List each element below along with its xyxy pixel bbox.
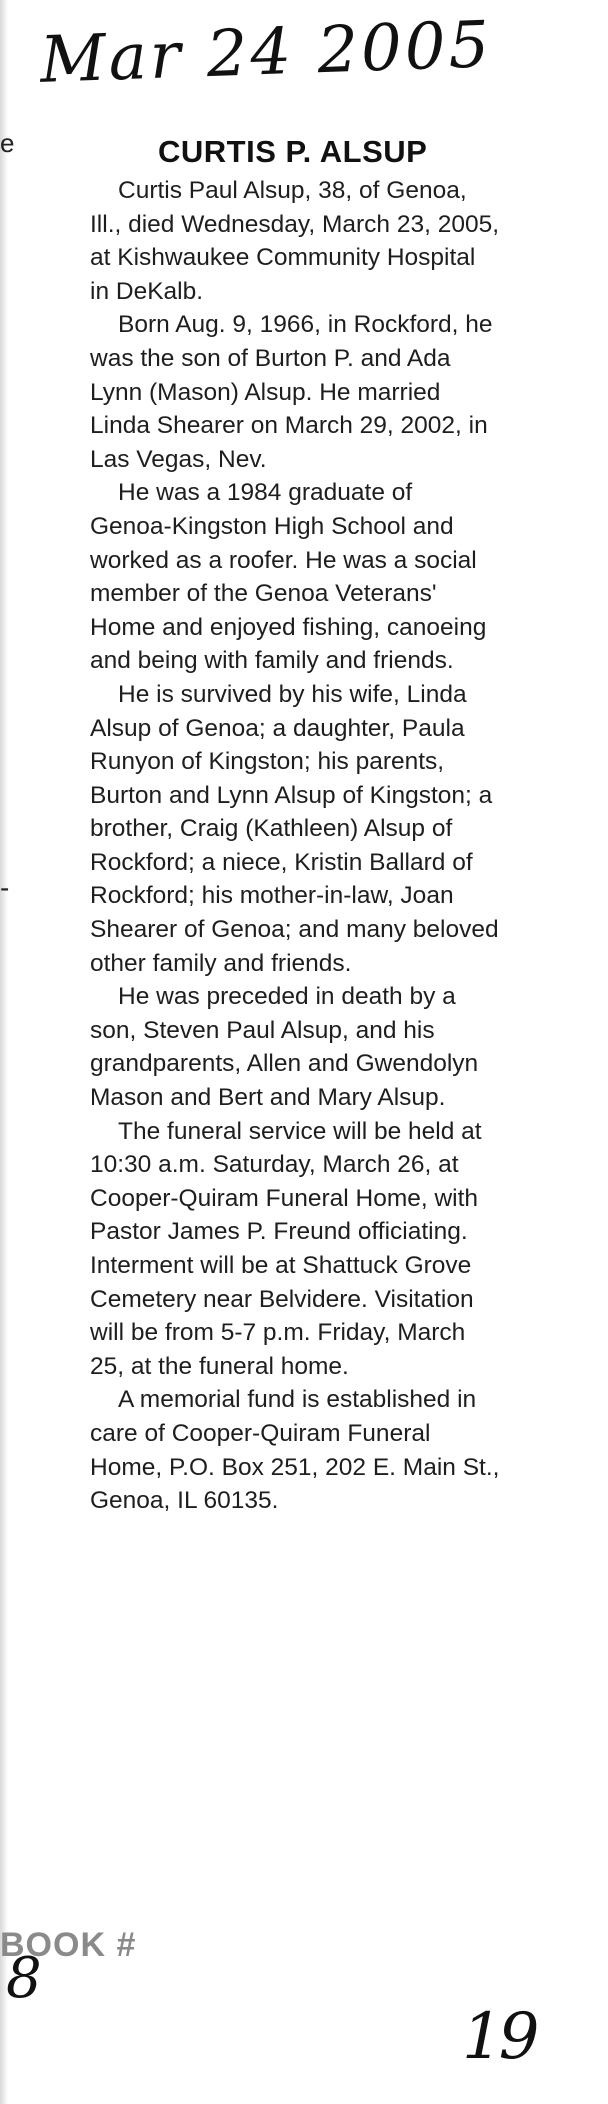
clipped-edge-dash: - [0,872,10,903]
handwritten-page-number: 19 [462,2000,536,2074]
book-label: BOOK # [0,1926,137,1964]
obituary-paragraph-services: The funeral service will be held at 10:30 a.m. Saturday, March 26, at Cooper-Quiram Funeral Home, with Pastor James P. Freund officiating. Interment will be at Shattuck Grove Cemetery near Belvidere. Visitation will be from 5-7 p.m. Friday, March 25, at the funeral home. [90,1117,482,1380]
obituary-paragraph-death: Curtis Paul Alsup, 38, of Genoa, Ill., died Wednesday, March 23, 2005, at Kishwaukee Community Hospital in DeKalb. [90,177,500,305]
obituary-paragraph-career: He was a 1984 graduate of Genoa-Kingston High School and worked as a roofer. He was a social member of the Genoa Veterans' Home and enjoyed fishing, canoeing and being with family and friends. [90,479,487,675]
page-left-edge [0,0,8,2104]
obituary-paragraph-memorial: A memorial fund is established in care of Cooper-Quiram Funeral Home, P.O. Box 251, 202 E. Main St., Genoa, IL 60135. [90,1386,500,1515]
handwritten-date: Mar 24 2005 [38,8,494,98]
clipped-edge-letter: e [0,128,15,158]
obituary-paragraph-birth: Born Aug. 9, 1966, in Rockford, he was the son of Burton P. and Ada Lynn (Mason) Alsup. He married Linda Shearer on March 29, 2002, in Las Vegas, Nev. [90,311,493,473]
handwritten-book-number: 8 [6,1946,42,2011]
obituary-paragraph-survivors: He is survived by his wife, Linda Alsup of Genoa; a daughter, Paula Runyon of Kingston; his parents, Burton and Lynn Alsup of Kingston; a brother, Craig (Kathleen) Alsup of Rockford; a niece, Kristin Ballard of Rockford; his mother-in-law, Joan Shearer of Genoa; and many beloved other family and friends. [90,680,499,977]
obituary-title: CURTIS P. ALSUP [158,134,428,169]
obituary-clipping [90,134,500,1518]
obituary-paragraph-preceded: He was preceded in death by a son, Steven Paul Alsup, and his grandparents, Allen and Gwendolyn Mason and Bert and Mary Alsup. [90,983,479,1112]
